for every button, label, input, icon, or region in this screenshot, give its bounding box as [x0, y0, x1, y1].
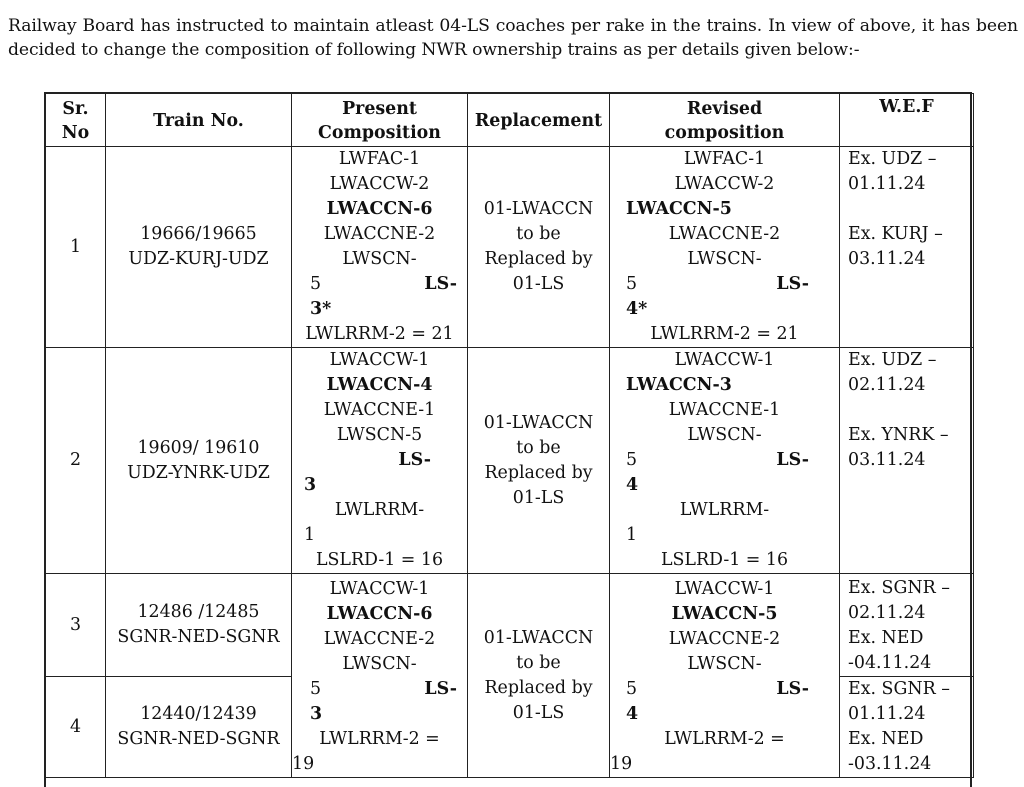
header-sr: Sr. No: [46, 94, 106, 147]
present-composition-cell: LWACCW-1 LWACCN-4 LWACCNE-1 LWSCN-5 LS- 3 LWLRRM- 1 LSLRD-1 = 16: [292, 348, 468, 574]
intro-paragraph: Railway Board has instructed to maintain atleast 04-LS coaches per rake in the trains. In view of above, it has been decided to change the composition of following NWR ownership trains as per details given below:-: [8, 16, 1018, 60]
header-revised: Revised composition: [610, 94, 840, 147]
present-composition-cell: LWACCW-1 LWACCN-6 LWACCNE-2 LWSCN- 5 LS- 3 LWLRRM-2 = 19: [292, 574, 468, 778]
train-cell: 12440/12439 SGNR-NED-SGNR: [106, 677, 292, 778]
table-row: [46, 147, 974, 348]
train-cell: 12486 /12485 SGNR-NED-SGNR: [106, 574, 292, 677]
replacement-cell: 01-LWACCN to be Replaced by 01-LS: [468, 147, 610, 348]
replacement-cell: 01-LWACCN to be Replaced by 01-LS: [468, 574, 610, 778]
revised-composition-cell: LWACCW-1 LWACCN-3 LWACCNE-1 LWSCN- 5 LS- 4 LWLRRM- 1 LSLRD-1 = 16: [610, 348, 840, 574]
wef-cell: Ex. UDZ – 01.11.24 Ex. KURJ – 03.11.24: [840, 147, 974, 348]
table-row: [46, 574, 974, 677]
replacement-cell: 01-LWACCN to be Replaced by 01-LS: [468, 348, 610, 574]
sr-cell: 1: [46, 147, 106, 348]
revised-composition-cell: LWFAC-1 LWACCW-2 LWACCN-5 LWACCNE-2 LWSCN- 5 LS- 4* LWLRRM-2 = 21: [610, 147, 840, 348]
sr-cell: 4: [46, 677, 106, 778]
sr-cell: 3: [46, 574, 106, 677]
wef-cell: Ex. SGNR – 02.11.24 Ex. NED -04.11.24: [840, 574, 974, 677]
present-composition-cell: LWFAC-1 LWACCW-2 LWACCN-6 LWACCNE-2 LWSCN- 5 LS- 3* LWLRRM-2 = 21: [292, 147, 468, 348]
header-replacement: Replacement: [468, 94, 610, 147]
wef-cell: Ex. UDZ – 02.11.24 Ex. YNRK – 03.11.24: [840, 348, 974, 574]
composition-table: [45, 93, 974, 778]
header-row: [46, 94, 974, 147]
train-cell: 19609/ 19610 UDZ-YNRK-UDZ: [106, 348, 292, 574]
train-cell: 19666/19665 UDZ-KURJ-UDZ: [106, 147, 292, 348]
header-train-no: Train No.: [106, 94, 292, 147]
table-row: [46, 348, 974, 574]
header-wef: W.E.F: [840, 94, 974, 147]
composition-table-frame: [44, 92, 972, 787]
revised-composition-cell: LWACCW-1 LWACCN-5 LWACCNE-2 LWSCN- 5 LS- 4 LWLRRM-2 = 19: [610, 574, 840, 778]
sr-cell: 2: [46, 348, 106, 574]
wef-cell: Ex. SGNR – 01.11.24 Ex. NED -03.11.24: [840, 677, 974, 778]
header-present: Present Composition: [292, 94, 468, 147]
